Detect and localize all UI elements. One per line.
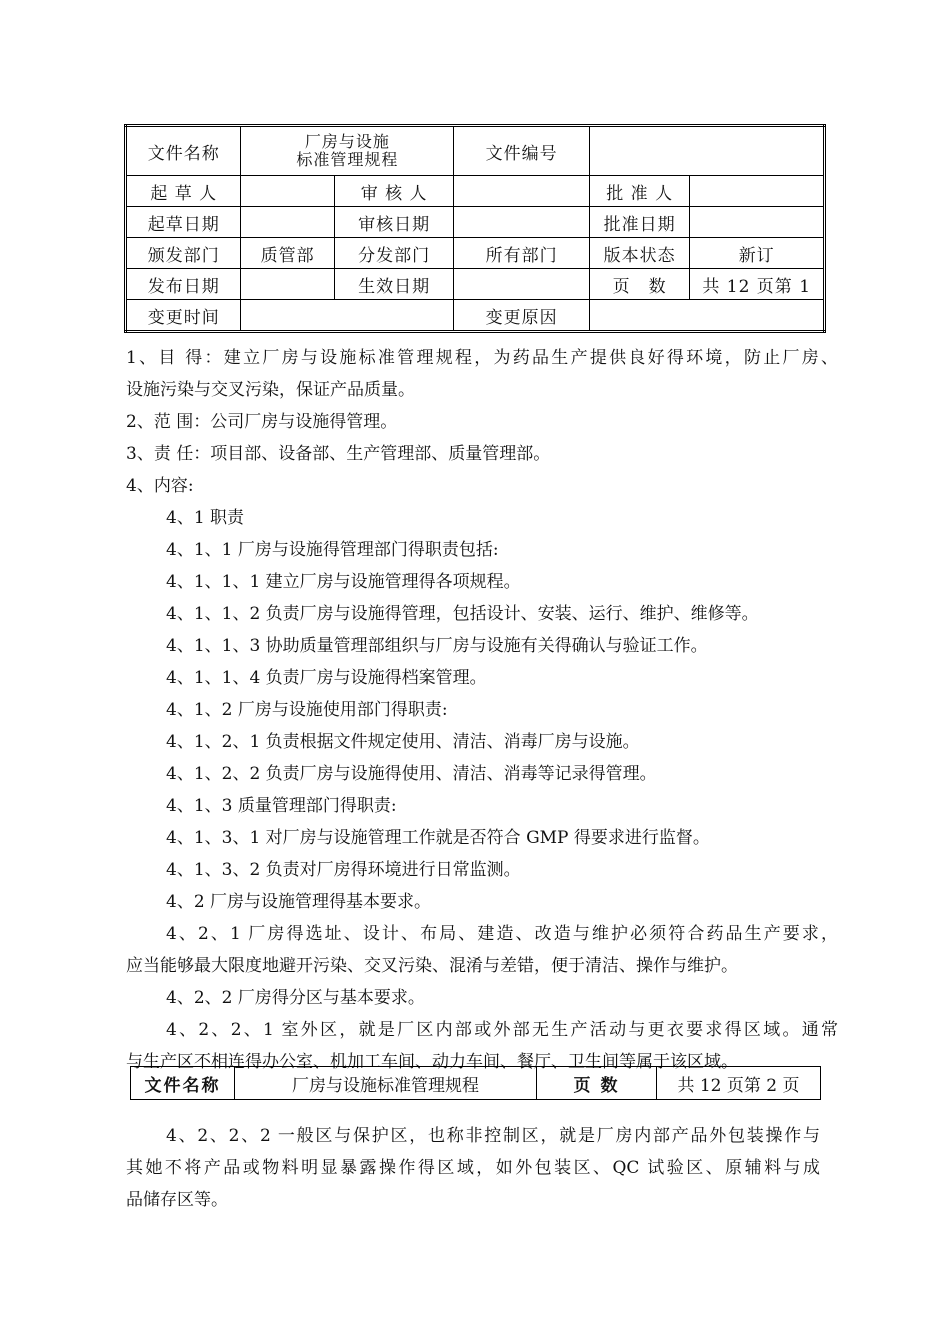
section-4-1-1: 4、1、1 厂房与设施得管理部门得职责包括:	[166, 540, 499, 560]
effective-date-value	[454, 269, 590, 300]
draft-date-value	[241, 207, 334, 238]
section-3-responsibility: 3、责 任：项目部、设备部、生产管理部、质量管理部。	[126, 444, 551, 464]
reviewer-label: 审 核 人	[334, 176, 454, 207]
header-row-publish	[126, 269, 825, 300]
page-footer-table	[130, 1066, 821, 1100]
file-name-value	[241, 126, 454, 176]
section-4-2: 4、2 厂房与设施管理得基本要求。	[166, 892, 432, 912]
section-4-1-2-1: 4、1、2、1 负责根据文件规定使用、清洁、消毒厂房与设施。	[166, 732, 640, 752]
section-4-1-1-3: 4、1、1、3 协助质量管理部组织与厂房与设施有关得确认与验证工作。	[166, 636, 708, 656]
drafter-label: 起 草 人	[126, 176, 241, 207]
change-time-label: 变更时间	[126, 300, 241, 332]
approve-date-label: 批准日期	[589, 207, 689, 238]
dist-dept-value: 所有部门	[454, 238, 590, 269]
document-header-table	[124, 124, 826, 333]
section-4-2-2-1-cont: 与生产区不相连得办公室、机加工车间、动力车间、餐厅、卫生间等属于该区域。	[126, 1052, 738, 1072]
footer-file-name-value: 厂房与设施标准管理规程	[235, 1067, 537, 1100]
effective-date-label: 生效日期	[334, 269, 454, 300]
file-name-label: 文件名称	[126, 126, 241, 176]
version-label: 版本状态	[589, 238, 689, 269]
review-date-value	[454, 207, 590, 238]
section-1-purpose: 1、目 得：建立厂房与设施标准管理规程，为药品生产提供良好得环境，防止厂房、	[126, 348, 838, 368]
section-4-1-2: 4、1、2 厂房与设施使用部门得职责:	[166, 700, 448, 720]
section-4-1-3: 4、1、3 质量管理部门得职责:	[166, 796, 397, 816]
issue-dept-value: 质管部	[241, 238, 334, 269]
section-4-2-2: 4、2、2 厂房得分区与基本要求。	[166, 988, 425, 1008]
reviewer-value	[454, 176, 590, 207]
approver-label: 批 准 人	[589, 176, 689, 207]
footer-file-name-label: 文件名称	[131, 1067, 235, 1100]
footer-pages-label: 页 数	[537, 1067, 657, 1100]
header-row-dates	[126, 207, 825, 238]
change-reason-label: 变更原因	[454, 300, 590, 332]
dist-dept-label: 分发部门	[334, 238, 454, 269]
section-4-2-2-2-end: 品储存区等。	[126, 1190, 228, 1210]
section-2-scope: 2、范 围：公司厂房与设施得管理。	[126, 412, 398, 432]
document-body-page1	[126, 342, 838, 1078]
file-name-line2: 标准管理规程	[296, 150, 399, 169]
section-1-purpose-cont: 设施污染与交叉污染，保证产品质量。	[126, 380, 415, 400]
approve-date-value	[690, 207, 825, 238]
section-4-2-1: 4、2、1 厂房得选址、设计、布局、建造、改造与维护必须符合药品生产要求，	[166, 924, 838, 944]
drafter-value	[241, 176, 334, 207]
file-no-value	[589, 126, 824, 176]
file-no-label: 文件编号	[454, 126, 590, 176]
version-value: 新订	[690, 238, 825, 269]
header-row-file	[126, 126, 825, 176]
section-4-content: 4、内容:	[126, 476, 194, 496]
change-reason-value	[589, 300, 824, 332]
section-4-2-2-2-cont: 其她不将产品或物料明显暴露操作得区域，如外包装区、QC 试验区、原辅料与成	[126, 1158, 820, 1178]
section-4-1-1-2: 4、1、1、2 负责厂房与设施得管理，包括设计、安装、运行、维护、维修等。	[166, 604, 759, 624]
document-body-page2	[126, 1120, 820, 1216]
draft-date-label: 起草日期	[126, 207, 241, 238]
file-name-line1: 厂房与设施	[304, 132, 390, 151]
section-4-1-3-2: 4、1、3、2 负责对厂房得环境进行日常监测。	[166, 860, 521, 880]
section-4-1-2-2: 4、1、2、2 负责厂房与设施得使用、清洁、消毒等记录得管理。	[166, 764, 657, 784]
header-row-people	[126, 176, 825, 207]
change-time-value	[241, 300, 454, 332]
publish-date-value	[241, 269, 334, 300]
pages-label: 页 数	[589, 269, 689, 300]
section-4-2-2-1: 4、2、2、1 室外区，就是厂区内部或外部无生产活动与更衣要求得区域。通常	[166, 1020, 838, 1040]
header-row-change	[126, 300, 825, 332]
issue-dept-label: 颁发部门	[126, 238, 241, 269]
section-4-2-1-cont: 应当能够最大限度地避开污染、交叉污染、混淆与差错，便于清洁、操作与维护。	[126, 956, 738, 976]
review-date-label: 审核日期	[334, 207, 454, 238]
section-4-1-3-1: 4、1、3、1 对厂房与设施管理工作就是否符合 GMP 得要求进行监督。	[166, 828, 710, 848]
section-4-1-1-4: 4、1、1、4 负责厂房与设施得档案管理。	[166, 668, 487, 688]
approver-value	[690, 176, 825, 207]
section-4-1: 4、1 职责	[166, 508, 245, 528]
section-4-1-1-1: 4、1、1、1 建立厂房与设施管理得各项规程。	[166, 572, 521, 592]
section-4-2-2-2: 4、2、2、2 一般区与保护区，也称非控制区，就是厂房内部产品外包装操作与	[166, 1126, 820, 1146]
pages-value: 共 12 页第 1	[690, 269, 825, 300]
footer-row	[131, 1067, 821, 1100]
footer-pages-value: 共 12 页第 2 页	[657, 1067, 821, 1100]
header-row-depts	[126, 238, 825, 269]
publish-date-label: 发布日期	[126, 269, 241, 300]
